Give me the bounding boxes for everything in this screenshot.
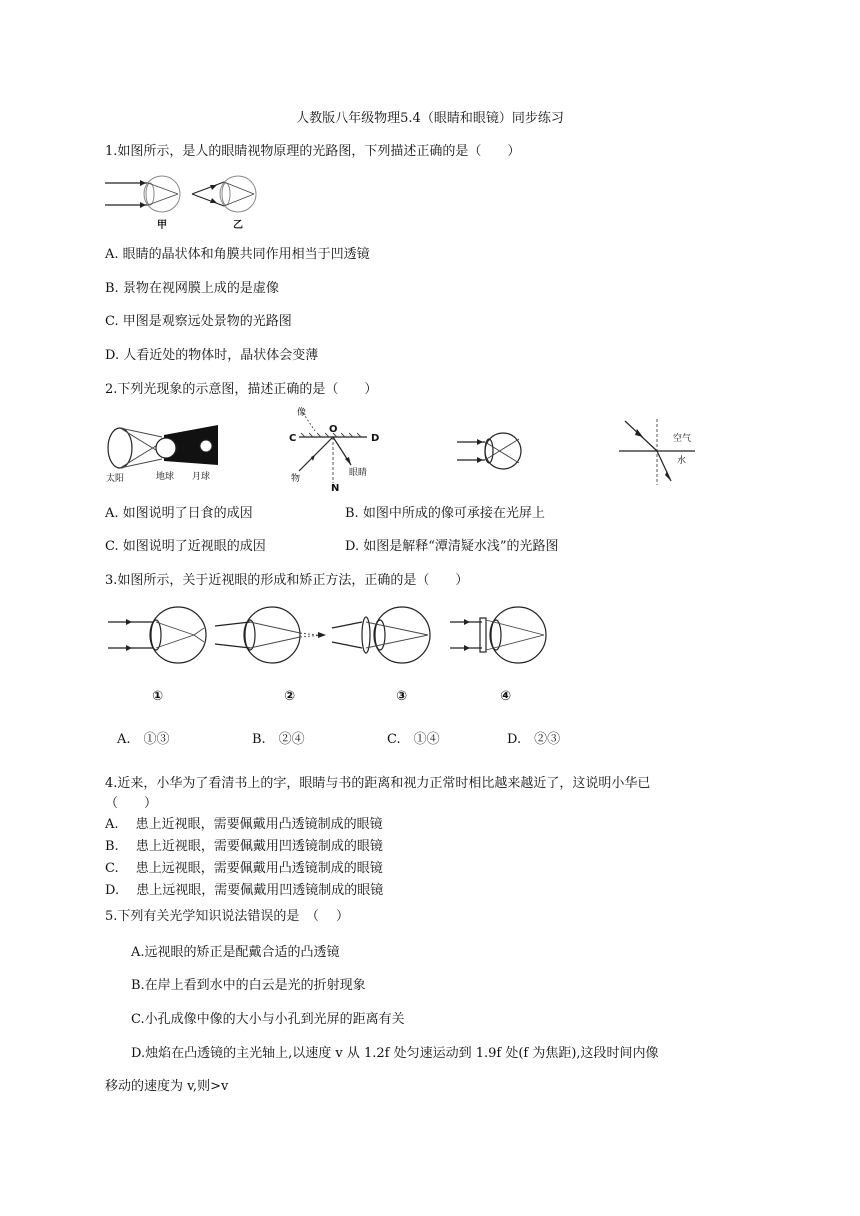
label-c: C [289,433,297,444]
q5-option-b: B.在岸上看到水中的白云是光的折射现象 [131,978,366,993]
label-earth: 地球 [156,472,175,482]
q3-stem: 3.如图所示，关于近视眼的形成和矫正方法，正确的是（ ） [105,573,469,588]
q3-eye-2 [215,607,326,663]
q1-label-b: 乙 [233,220,243,231]
q3-label-4: ④ [500,689,512,704]
q5-stem: 5.下列有关光学知识说法错误的是 （ ） [105,909,350,924]
q3-label-2: ② [284,689,296,704]
label-sun: 太阳 [106,474,125,484]
q2-option-a: A. 如图说明了日食的成因 [105,506,253,521]
q3-figure [100,598,560,708]
q4-option-b: B. 患上近视眼，需要佩戴用凹透镜制成的眼镜 [105,839,383,854]
q2-option-c: C. 如图说明了近视眼的成因 [105,539,266,554]
q1-option-d: D. 人看近处的物体时，晶状体会变薄 [105,348,319,363]
q3-option-b: B. ②④ [252,732,305,747]
q2-figure-eclipse [100,415,225,490]
q2-figure-mirror [285,405,385,494]
q2-option-b: B. 如图中所成的像可承接在光屏上 [345,506,545,521]
q2-figure-eye [455,430,530,475]
label-eye: 眼睛 [349,468,368,478]
q4-option-a: A. 患上近视眼，需要佩戴用凸透镜制成的眼镜 [105,817,383,832]
q1-option-b: B. 景物在视网膜上成的是虚像 [105,281,279,296]
q1-eye-a [105,176,180,212]
q3-eye-3 [332,607,430,663]
q5-option-d: D.烛焰在凸透镜的主光轴上,以速度 v 从 1.2f 处匀速运动到 1.9f 处(f 为焦距),这段时间内像 [131,1046,659,1061]
q3-label-3: ③ [396,689,408,704]
label-moon: 月球 [192,472,211,482]
q1-stem: 1.如图所示，是人的眼睛视物原理的光路图，下列描述正确的是（ ） [105,144,521,159]
q1-eye-b [192,176,256,212]
q3-option-a: A. ①③ [117,732,170,747]
q1-figure [100,165,270,235]
label-air: 空气 [673,434,692,444]
q4-option-c: C. 患上远视眼，需要佩戴用凸透镜制成的眼镜 [105,861,383,876]
q3-eye-4 [450,607,546,663]
q2-stem: 2.下列光现象的示意图，描述正确的是（ ） [105,382,378,397]
page-title: 人教版八年级物理5.4（眼睛和眼镜）同步练习 [296,111,564,126]
q4-stem: 4.近来，小华为了看清书上的字，眼睛与书的距离和视力正常时相比越来越近了，这说明小华已 [105,776,651,791]
q3-option-c: C. ①④ [387,732,440,747]
label-object: 物 [291,474,301,484]
q2-figure-refraction [615,415,710,490]
q3-option-d: D. ②③ [507,732,561,747]
label-o: O [329,424,338,435]
q5-option-c: C.小孔成像中像的大小与小孔到光屏的距离有关 [131,1012,405,1027]
q5-option-a: A.远视眼的矫正是配戴合适的凸透镜 [131,945,340,960]
q3-eye-1 [108,607,206,663]
q4-option-d: D. 患上远视眼，需要佩戴用凹透镜制成的眼镜 [105,883,384,898]
q1-option-c: C. 甲图是观察远处景物的光路图 [105,314,292,329]
q1-option-a: A. 眼睛的晶状体和角膜共同作用相当于凹透镜 [105,247,370,262]
q2-option-d: D. 如图是解释“潭清疑水浅”的光路图 [345,539,559,554]
label-water: 水 [677,456,687,466]
q5-option-d-cont: 移动的速度为 v,则>v [105,1079,229,1094]
q3-label-1: ① [152,689,164,704]
label-n: N [331,483,340,494]
label-d: D [371,433,380,444]
q1-label-a: 甲 [157,220,167,231]
label-image: 像 [297,408,307,418]
q4-stem-bracket: （ ） [105,796,158,811]
